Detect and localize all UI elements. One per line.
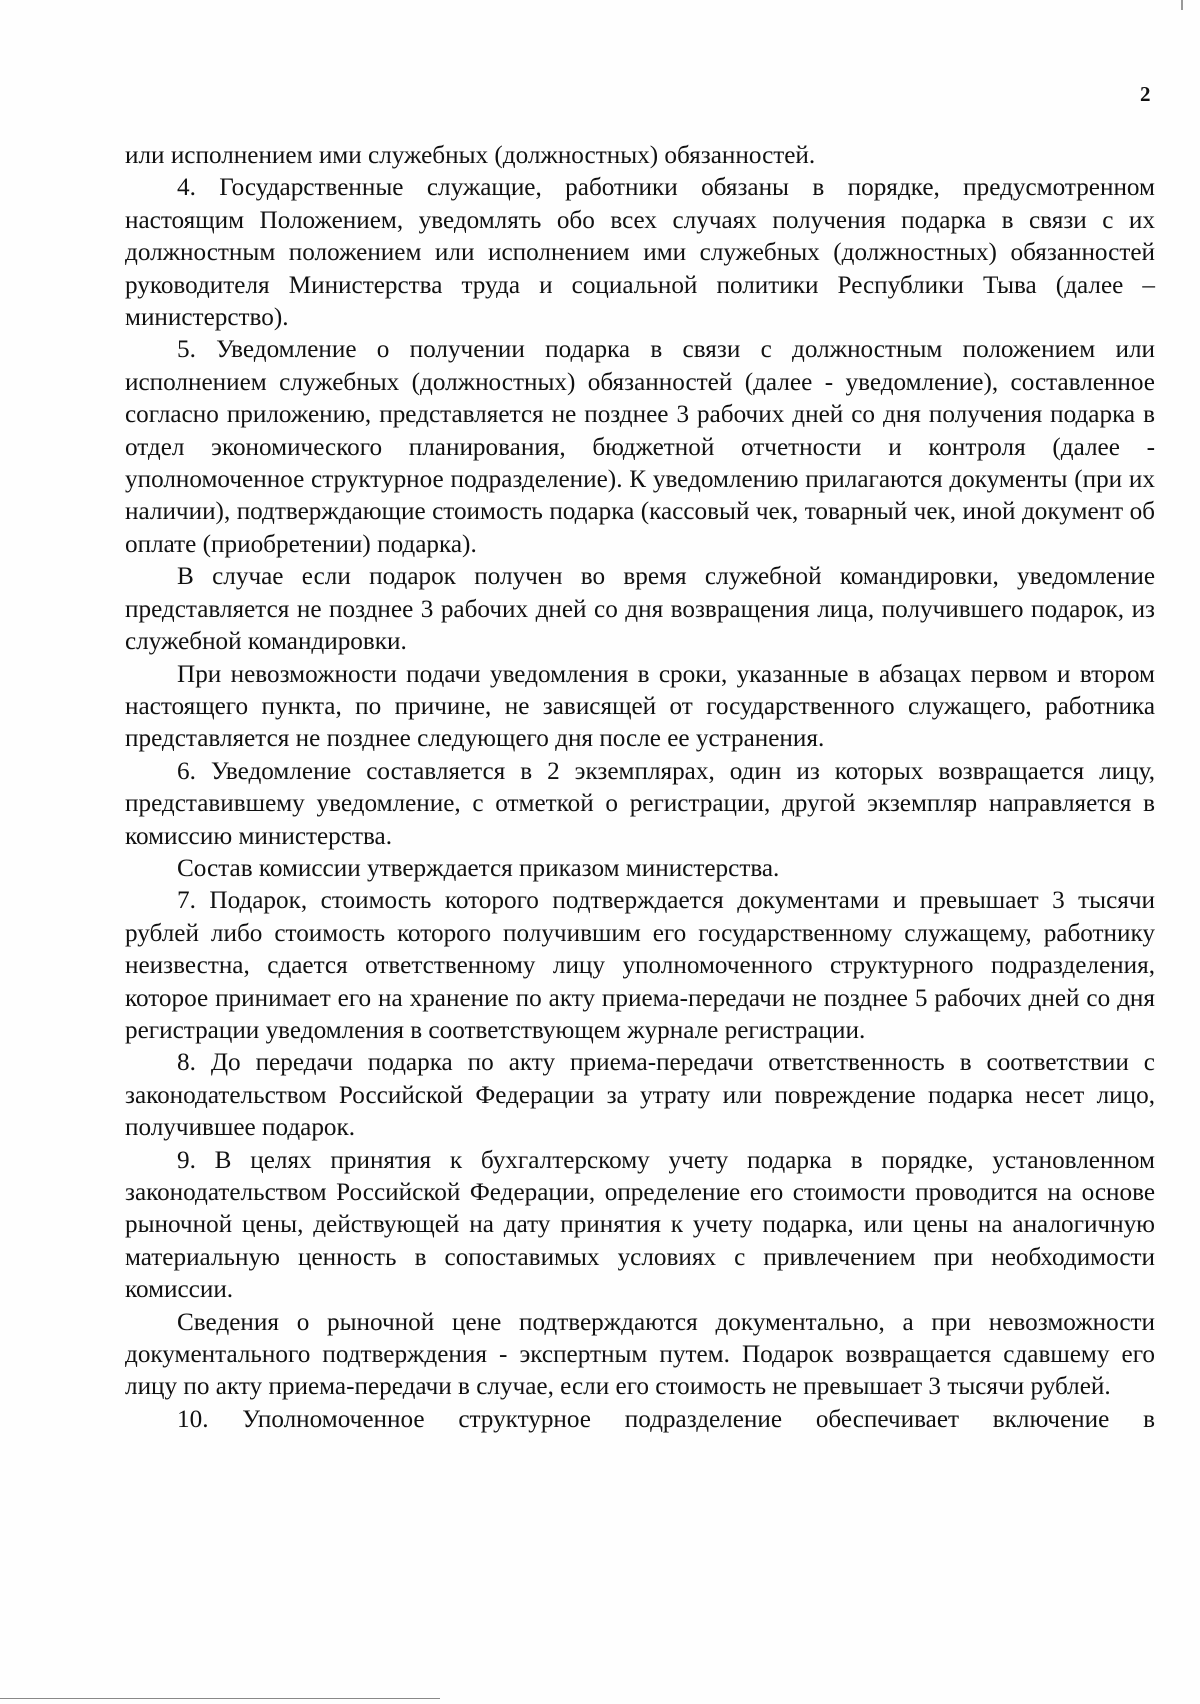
- paragraph-business-trip: В случае если подарок получен во время служебной командировки, уведомление представляется не позднее 3 рабочих дней со дня возвращения лица, получившего подарок, из служебной командировки.: [125, 563, 1155, 656]
- paragraph-item-9: 9. В целях принятия к бухгалтерскому учету подарка в порядке, установленном законодательством Российской Федерации, определение его стоимости проводится на основе рыночной цены, действующей на дату принятия к учету подарка, или цены на аналогичную материальную ценность в сопоставимых условиях с привлечением при необходимости комиссии.: [125, 1146, 1155, 1304]
- paragraph-item-10: 10. Уполномоченное структурное подразделение обеспечивает включение в: [177, 1405, 1155, 1433]
- paragraph-item-5: 5. Уведомление о получении подарка в связи с должностным положением или исполнением служебных (должностных) обязанностей (далее - уведомление), составленное согласно приложению, представляется не позднее 3 рабочих дней со дня получения подарка в отдел экономического планирования, бюджетной отчетности и контроля (далее - уполномоченное структурное подразделение). К уведомлению прилагаются документы (при их наличии), подтверждающие стоимость подарка (кассовый чек, товарный чек, иной документ об оплате (приобретении) подарка).: [125, 336, 1155, 558]
- paragraph-continuation: или исполнением ими служебных (должностных) обязанностей.: [125, 142, 816, 169]
- scan-edge-mark: [1181, 0, 1183, 10]
- paragraph-commission: Состав комиссии утверждается приказом министерства.: [177, 854, 780, 882]
- paragraph-item-8: 8. До передачи подарка по акту приема-передачи ответственность в соответствии с законодательством Российской Федерации за утрату или повреждение подарка несет лицо, получившее подарок.: [125, 1049, 1155, 1142]
- paragraph-market-price: Сведения о рыночной цене подтверждаются документально, а при невозможности документального подтверждения - экспертным путем. Подарок возвращается сдавшему его лицу по акту приема-передачи в случае, если его стоимость не превышает 3 тысячи рублей.: [125, 1308, 1155, 1401]
- paragraph-item-6: 6. Уведомление составляется в 2 экземплярах, один из которых возвращается лицу, представившему уведомление, с отметкой о регистрации, другой экземпляр направляется в комиссию министерства.: [125, 757, 1155, 850]
- page-number: 2: [1140, 82, 1151, 106]
- document-body: [125, 140, 1155, 1436]
- paragraph-deadline-exception: При невозможности подачи уведомления в сроки, указанные в абзацах первом и втором настоящего пункта, по причине, не зависящей от государственного служащего, работника представляется не позднее следующего дня после ее устранения.: [125, 660, 1155, 753]
- paragraph-item-7: 7. Подарок, стоимость которого подтверждается документами и превышает 3 тысячи рублей либо стоимость которого получившим его государственному служащему, работнику неизвестна, сдается ответственному лицу уполномоченного структурного подразделения, которое принимает его на хранение по акту приема-передачи не позднее 5 рабочих дней со дня регистрации уведомления в соответствующем журнале регистрации.: [125, 887, 1155, 1044]
- scan-bottom-edge: [0, 1698, 440, 1699]
- paragraph-item-4: 4. Государственные служащие, работники обязаны в порядке, предусмотренном настоящим Положением, уведомлять обо всех случаях получения подарка в связи с их должностным положением или исполнением ими служебных (должностных) обязанностей руководителя Министерства труда и социальной политики Республики Тыва (далее – министерство).: [125, 174, 1155, 332]
